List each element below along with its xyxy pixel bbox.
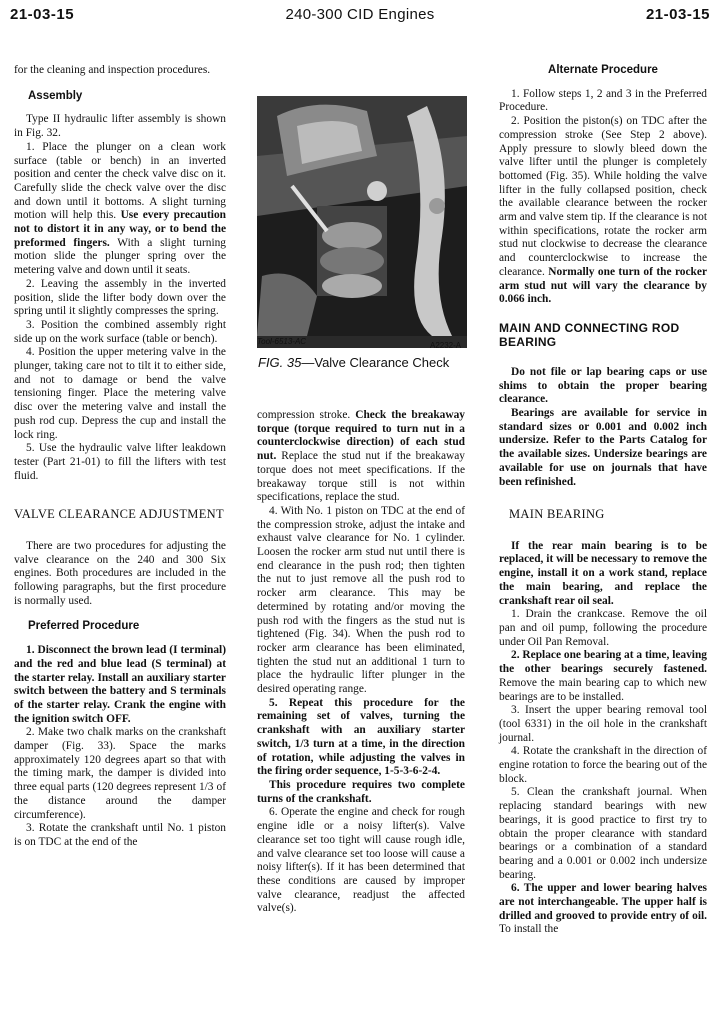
paragraph-alternate-step2	[499, 115, 707, 307]
heading-alternate-procedure: Alternate Procedure	[548, 64, 658, 76]
bold-text: Normally one turn of the rocker arm stud nut will vary the clearance by 0.066 inch.	[499, 265, 707, 306]
paragraph-assembly-step4: 4. Position the upper metering valve in the plunger, taking care not to tilt it to either side, and not to damage or bend the valve tensioning finger. Place the metering valve disc over the metering valve and install the push rod cup. Depress the cup and install the lock ring.	[14, 346, 226, 441]
bold-text: 5. Repeat this procedure for the remaining set of valves, turning the crankshaft with an auxiliary starter switch, 1/3 turn at a time, in the direction of rotation, while adjusting the valves in the firing order sequence, 1-5-3-6-2-4.	[257, 696, 465, 778]
paragraph-assembly-step5: 5. Use the hydraulic valve lifter leakdown tester (Part 21-01) to fill the lifters with test fluid.	[14, 442, 226, 482]
text-run: Replace the stud nut if the breakaway torque does not meet specifications. If the breakaway torque still is not within specifications, replace the stud.	[257, 450, 465, 504]
heading-assembly: Assembly	[28, 89, 83, 102]
bold-text: If the rear main bearing is to be replaced, it will be necessary to remove the engine, install it on a work stand, replace the main bearing, and replace the crankshaft rear oil seal.	[499, 539, 707, 607]
heading-main-connecting-rod-bearing: MAIN AND CONNECTING ROD BEARING	[499, 320, 680, 350]
paragraph-intro: for the cleaning and inspection procedures.	[14, 64, 211, 76]
page-number-right: 21-03-15	[645, 6, 710, 23]
bold-text: 6. The upper and lower bearing halves are not interchangeable. The upper half is drilled and grooved to provide entry of oil.	[499, 882, 707, 922]
paragraph-main-step5: 5. Clean the crankshaft journal. When replacing standard bearings with new bearings, it is good practice to first try to obtain the proper clearance with standard bearings or a combination of a standard bearing and a 0.001 or 0.002 inch undersize bearing.	[499, 786, 707, 881]
bold-text: Bearings are available for service in standard sizes or 0.001 and 0.002 inch undersize. Refer to the Parts Catalog for the available sizes. Undersize bearings are available for use on journals that have been refinished.	[499, 407, 707, 488]
paragraph-two-procedures: There are two procedures for adjusting the valve clearance on the 240 and 300 Six engines. Both procedures are included in the following paragraphs, but the first procedure is normally used.	[14, 539, 226, 607]
heading-main-bearing: MAIN BEARING	[509, 507, 605, 522]
paragraph-assembly-step1	[14, 141, 226, 278]
tool-label: Tool-6513-AC	[257, 337, 307, 346]
bold-text: 2. Replace one bearing at a time, leaving the other bearings securely fastened.	[499, 649, 707, 676]
figure-number: FIG. 35	[258, 355, 302, 370]
figure-caption-text: —Valve Clearance Check	[301, 355, 450, 370]
figure-valve-clearance-photo	[257, 96, 467, 348]
page-number-left: 21-03-15	[10, 6, 75, 23]
heading-valve-clearance: VALVE CLEARANCE ADJUSTMENT	[14, 507, 224, 522]
bold-text: Check the breakaway torque (torque required to turn nut in a counterclockwise direction) of each stud nut.	[257, 409, 465, 463]
bold-text: 1. Disconnect the brown lead (I terminal) and the red and blue lead (S terminal) at the starter relay. Install an auxiliary starter switch between the battery and S terminals of the starter relay. Crank the engine with the ignition switch OFF.	[14, 644, 226, 725]
column-left	[14, 64, 226, 850]
paragraph-main-step2	[499, 649, 707, 704]
column-right	[499, 64, 707, 937]
engine-photo-illustration	[257, 96, 467, 336]
page-header	[10, 4, 710, 30]
caution-text: Use every precaution not to distort it in any way, or to bend the preformed fingers.	[14, 209, 226, 249]
paragraph-preferred-step1	[14, 644, 226, 726]
figure-caption	[258, 356, 468, 371]
paragraph-breakaway-torque	[257, 409, 465, 505]
paragraph-bearings-available	[499, 407, 707, 489]
text-run: 1. Place the plunger on a clean work surface (table or bench) in an inverted position and center the check valve disc on it. Carefully slide the check valve over the disc and down until it bottoms. A slight turning motion will help this.	[14, 140, 226, 222]
bold-text: Do not file or lap bearing caps or use shims to obtain the proper bearing clearance.	[499, 365, 707, 406]
paragraph-preferred-step3: 3. Rotate the crankshaft until No. 1 piston is on TDC at the end of the	[14, 822, 226, 848]
paragraph-assembly-step2: 2. Leaving the assembly in the inverted position, slide the lifter body down over the spring until it slightly compresses the spring.	[14, 277, 226, 318]
paragraph-rear-main-bearing	[499, 540, 707, 609]
paragraph-main-step4: 4. Rotate the crankshaft in the direction of engine rotation to force the bearing out of the block.	[499, 745, 707, 785]
text-run: 2. Position the piston(s) on TDC after the compression stroke (See Step 2 above). Apply pressure to slowly bleed down the valve lifter until the plunger is completely bottomed (Fig. 35). While holding the valve lifter in the fully collapsed position, check the available clearance between the rocker arm and valve stem tip. If the clearance is not within specifications, rotate the rocker arm stud nut clockwise to decrease the clearance and counterclockwise to increase the clearance.	[499, 115, 707, 278]
figure-code-label: A2232-A	[430, 341, 462, 350]
paragraph-main-step1: 1. Drain the crankcase. Remove the oil pan and oil pump, following the procedure under Oil Pan Removal.	[499, 608, 707, 648]
text-run: Remove the main bearing cap to which new bearings are to be installed.	[499, 676, 707, 703]
paragraph-complete-turns	[257, 779, 465, 806]
paragraph-preferred-step6: 6. Operate the engine and check for rough engine idle or a noisy lifter(s). Valve clearance set too tight will cause rough idle, and valve clearance set too loose will cause a noisy lifter(s). If it has been determined that these conditions are caused by improper valve clearance, readjust the affected valve(s).	[257, 806, 465, 915]
paragraph-alternate-step1: 1. Follow steps 1, 2 and 3 in the Preferred Procedure.	[499, 87, 707, 114]
paragraph-type2: Type II hydraulic lifter assembly is shown in Fig. 32.	[14, 113, 226, 140]
text-run: compression stroke.	[257, 409, 356, 421]
paragraph-main-step3: 3. Insert the upper bearing removal tool (tool 6331) in the oil hole in the crankshaft journal.	[499, 704, 707, 744]
page-title: 240-300 CID Engines	[285, 6, 435, 23]
paragraph-main-step6	[499, 882, 707, 937]
paragraph-preferred-step5	[257, 697, 465, 779]
paragraph-preferred-step4: 4. With No. 1 piston on TDC at the end of the compression stroke, adjust the intake and exhaust valve clearance for No. 1 cylinder. Loosen the rocker arm stud nut until there is end clearance in the push rod; then tighten the nut to just remove all the push rod to rocker arm clearance. This may be determined by rotating and/or moving the push rod with the fingers as the stud nut is tightened (Fig. 34). When the push rod to rocker arm clearance has been eliminated, tighten the stud nut an additional 1 turn to place the hydraulic lifter plunger in the desired operating range.	[257, 504, 465, 696]
bold-text: This procedure requires two complete turns of the crankshaft.	[257, 778, 465, 805]
paragraph-preferred-step2: 2. Make two chalk marks on the crankshaft damper (Fig. 33). Space the marks approximately 120 degrees apart so that with the timing mark, the damper is divided into three equal parts (120 degrees represent 1/3 of the distance around the damper circumference).	[14, 726, 226, 821]
heading-preferred-procedure: Preferred Procedure	[28, 620, 140, 633]
paragraph-do-not-file	[499, 366, 707, 407]
text-run: With a slight turning motion slide the plunger spring over the metering valve and down until it seats.	[14, 236, 226, 277]
column-middle	[257, 409, 465, 916]
text-run: To install the	[499, 923, 559, 936]
paragraph-assembly-step3: 3. Position the combined assembly right side up on the work surface (table or bench).	[14, 318, 226, 345]
